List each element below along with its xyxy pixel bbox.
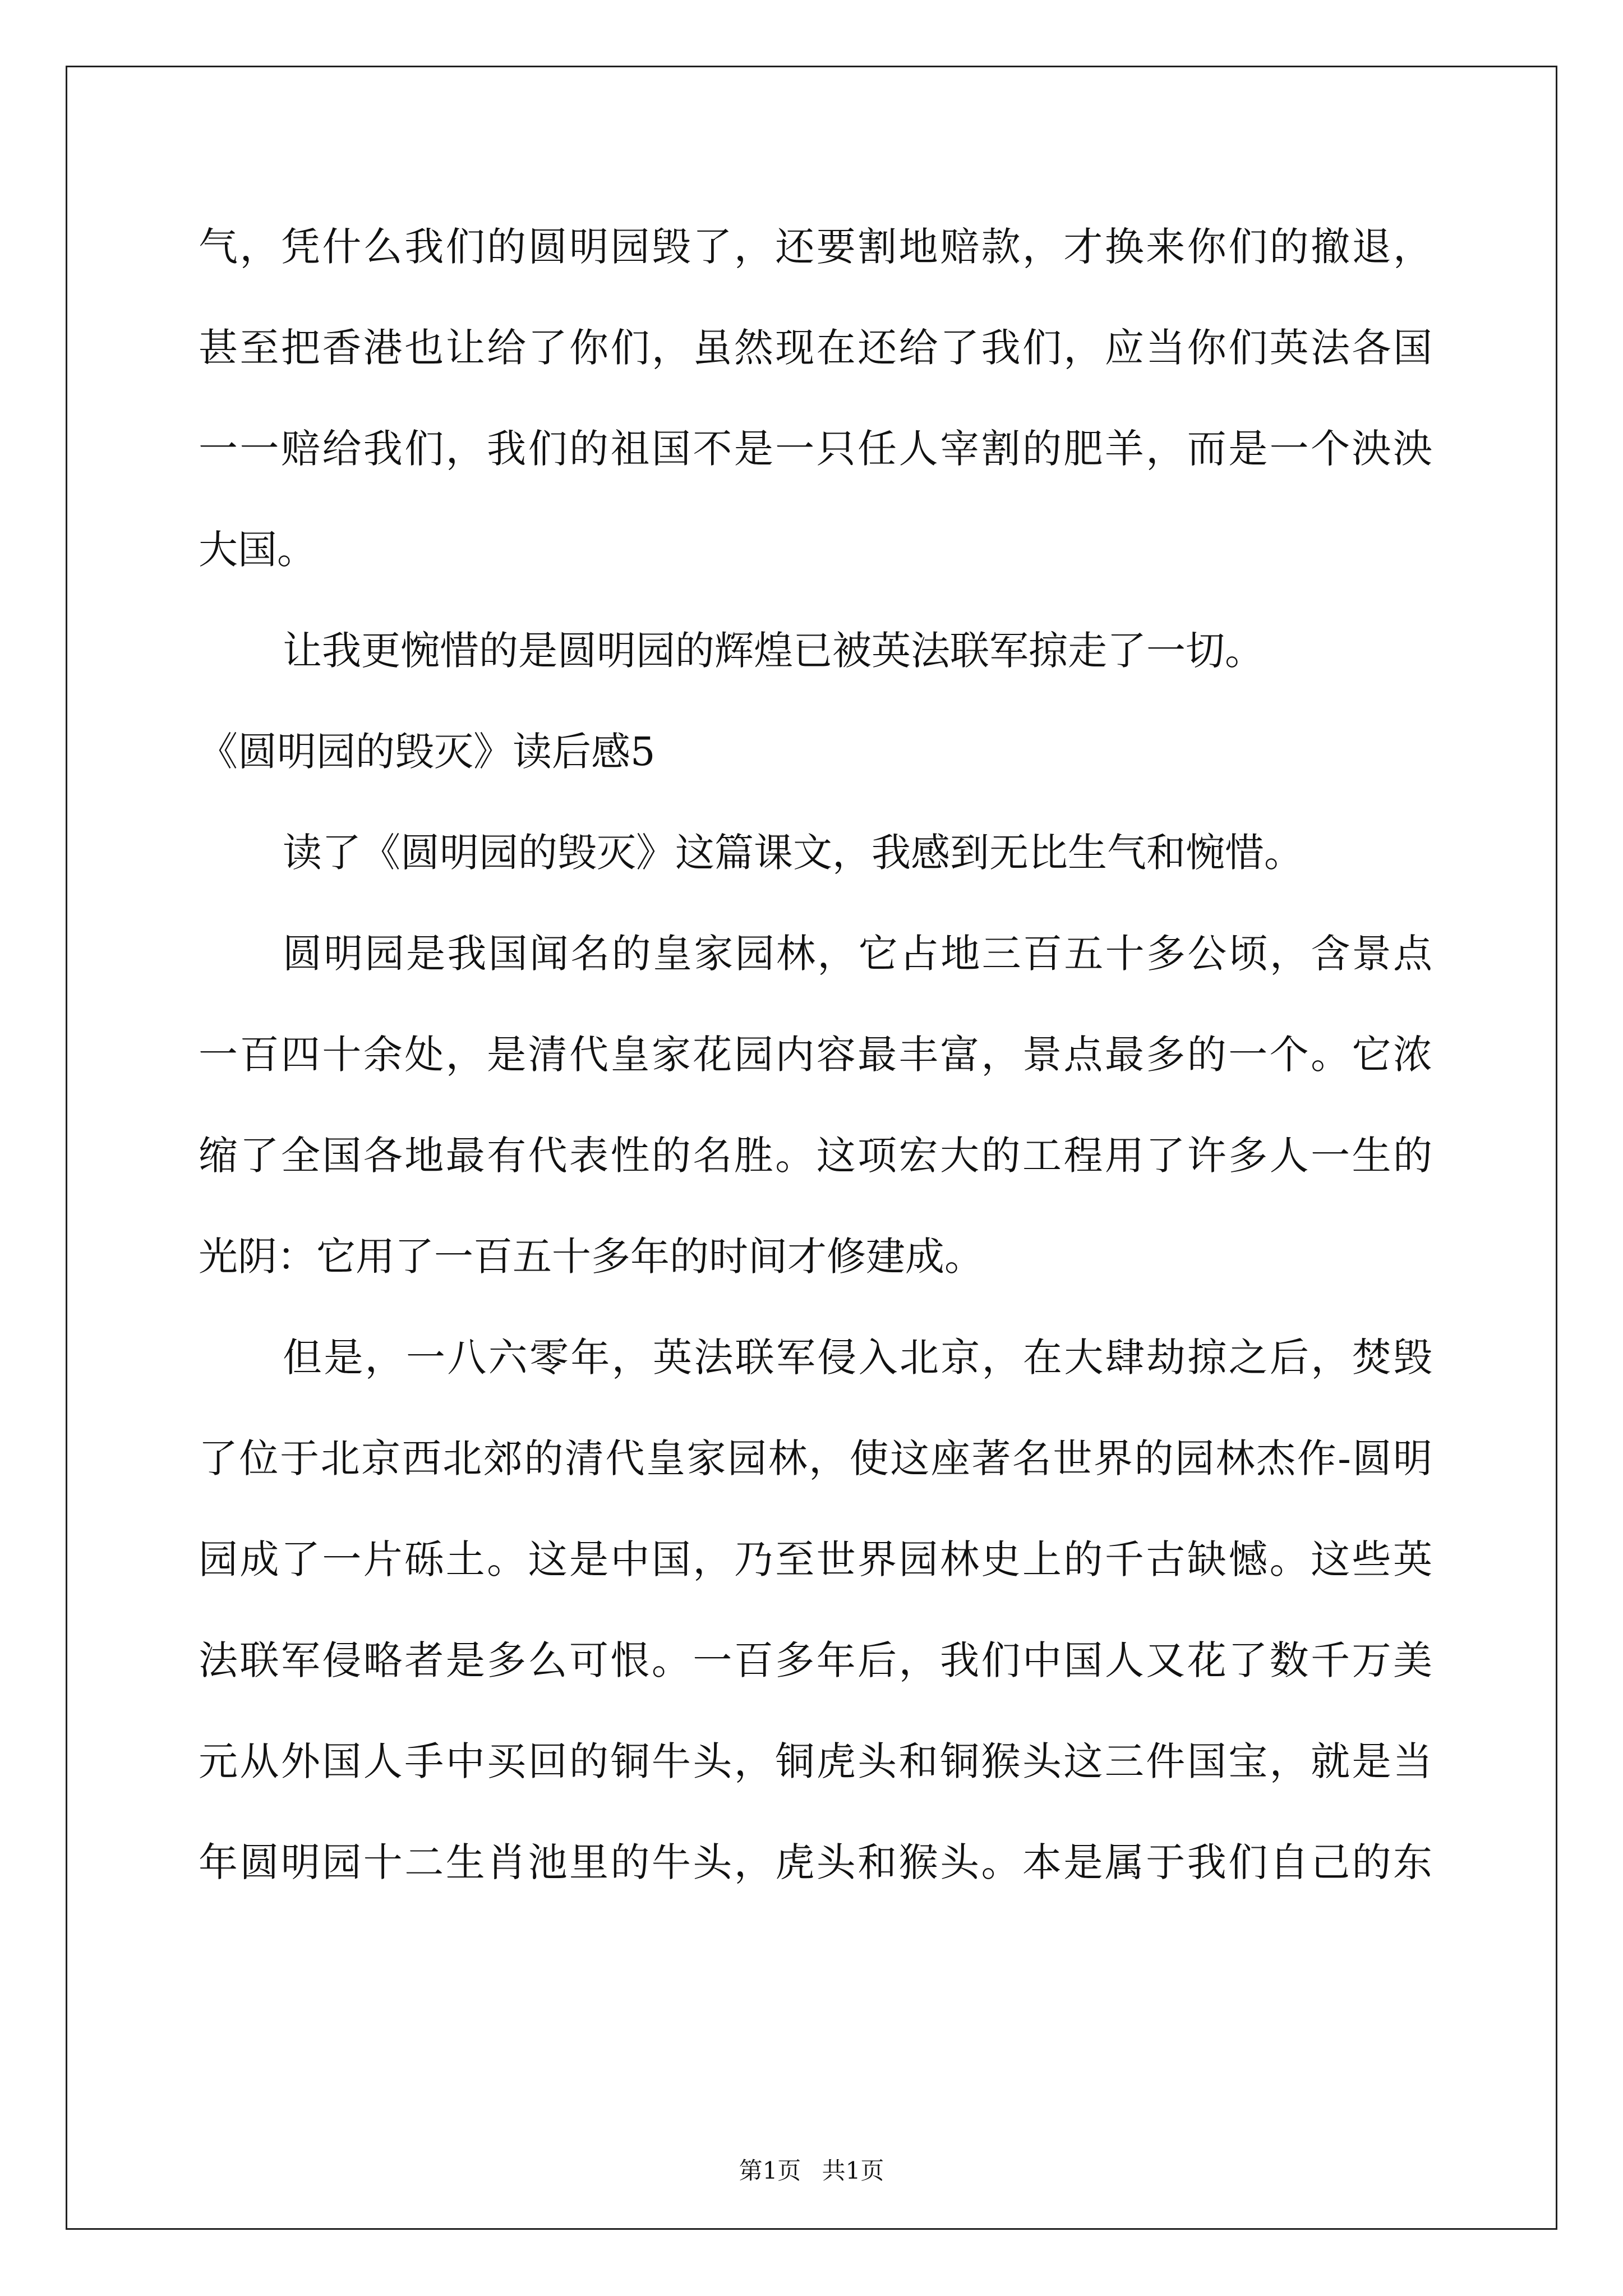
page-footer <box>0 2154 1623 2188</box>
page-number: 第1页 <box>739 2157 801 2184</box>
text-line: 年圆明园十二生肖池里的牛头，虎头和猴头。本是属于我们自己的东 <box>199 1839 1432 1885</box>
section-heading: 《圆明园的毁灭》读后感5 <box>199 729 656 775</box>
text-line: 了位于北京西北郊的清代皇家园林，使这座著名世界的园林杰作-圆明 <box>199 1435 1432 1481</box>
document-body <box>199 196 1432 1913</box>
text-line: 光阴：它用了一百五十多年的时间才修建成。 <box>199 1234 984 1280</box>
text-line: 一百四十余处，是清代皇家花园内容最丰富，景点最多的一个。它浓 <box>199 1032 1432 1078</box>
paragraph-line: 圆明园是我国闻名的皇家园林，它占地三百五十多公顷，含景点 <box>283 931 1432 977</box>
text-line: 缩了全国各地最有代表性的名胜。这项宏大的工程用了许多人一生的 <box>199 1133 1432 1179</box>
paragraph-line: 读了《圆明园的毁灭》这篇课文，我感到无比生气和惋惜。 <box>283 830 1303 876</box>
text-line: 甚至把香港也让给了你们，虽然现在还给了我们，应当你们英法各国 <box>199 325 1432 371</box>
text-line: 气，凭什么我们的圆明园毁了，还要割地赔款，才换来你们的撤退， <box>199 224 1432 270</box>
paragraph-line: 让我更惋惜的是圆明园的辉煌已被英法联军掠走了一切。 <box>283 628 1264 674</box>
text-line: 一一赔给我们，我们的祖国不是一只任人宰割的肥羊，而是一个泱泱 <box>199 426 1432 472</box>
text-line: 园成了一片砾土。这是中国，乃至世界园林史上的千古缺憾。这些英 <box>199 1536 1432 1582</box>
text-line: 法联军侵略者是多么可恨。一百多年后，我们中国人又花了数千万美 <box>199 1637 1432 1683</box>
paragraph-line: 但是，一八六零年，英法联军侵入北京，在大肆劫掠之后，焚毁 <box>283 1335 1432 1381</box>
text-line: 大国。 <box>199 527 316 573</box>
page-total: 共1页 <box>822 2157 884 2184</box>
text-line: 元从外国人手中买回的铜牛头，铜虎头和铜猴头这三件国宝，就是当 <box>199 1738 1432 1784</box>
